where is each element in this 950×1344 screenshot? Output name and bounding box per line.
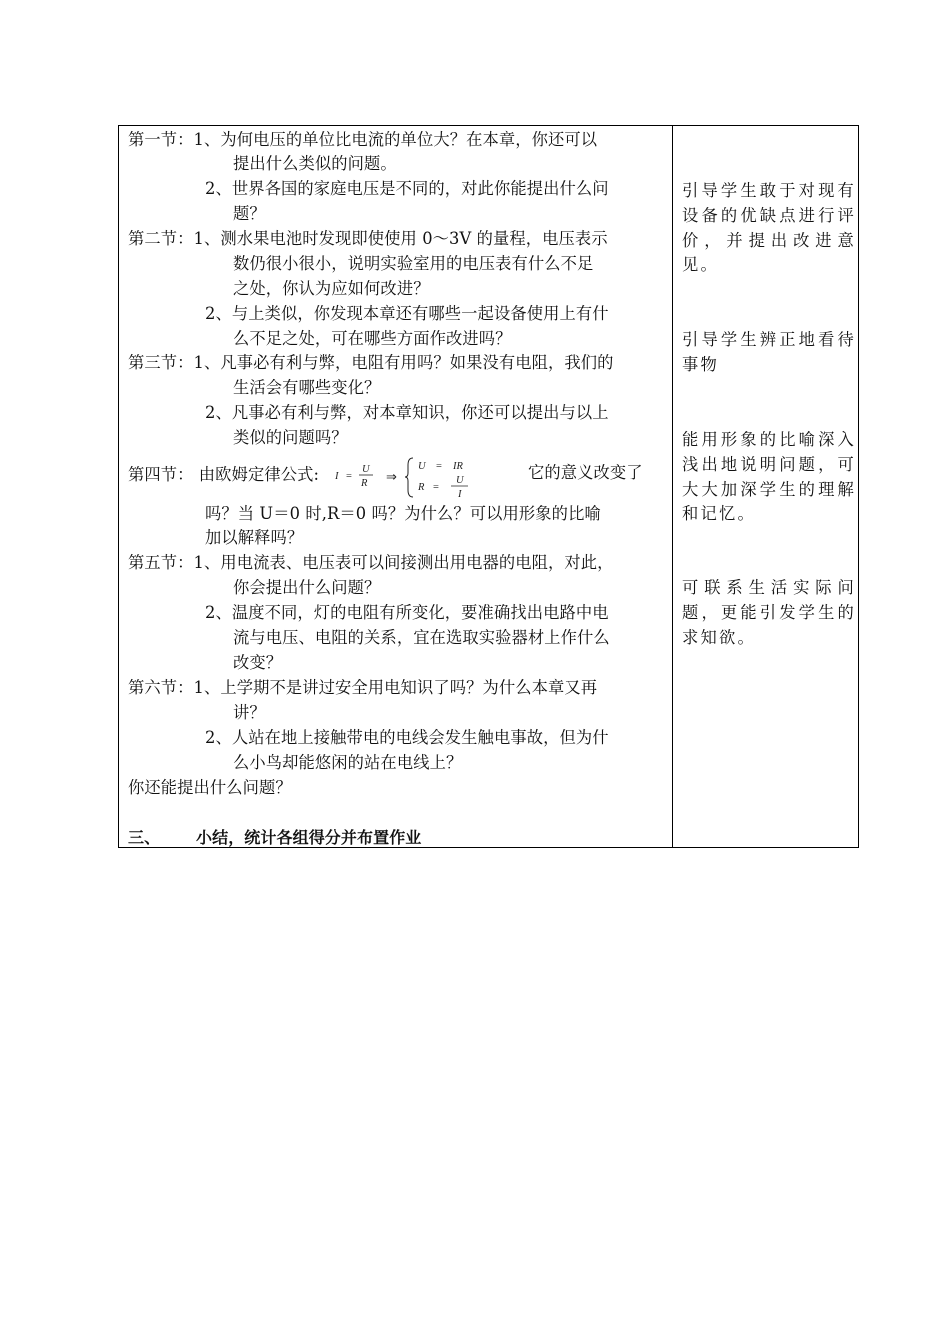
formula-resistance-symbol: R xyxy=(418,482,425,493)
formula-current-symbol: I xyxy=(335,471,339,482)
section2-question2-line2: 么不足之处，可在哪些方面作改进吗？ xyxy=(233,329,512,348)
formula-voltage-numerator: U xyxy=(362,464,370,475)
section5-question2-line2: 流与电压、电阻的关系，宜在选取实验器材上作什么 xyxy=(233,628,610,647)
formula-ir-product: IR xyxy=(453,461,463,472)
formula-brace xyxy=(405,458,413,497)
closing-question: 你还能提出什么问题？ xyxy=(128,778,292,797)
section4-line3: 加以解释吗？ xyxy=(205,528,304,547)
section1-question2-line1: 2、世界各国的家庭电压是不同的，对此你能提出什么问 xyxy=(205,179,609,198)
section2-question2-line1: 2、与上类似，你发现本章还有哪些一起设备使用上有什 xyxy=(205,304,609,323)
section3-question2-line2: 类似的问题吗？ xyxy=(233,428,348,447)
formula-implies-arrow: ⇒ xyxy=(386,469,397,484)
section6-question1-line1: 第六节：1、上学期不是讲过安全用电知识了吗？为什么本章又再 xyxy=(128,678,598,697)
section1-question1-line1: 第一节：1、为何电压的单位比电流的单位大？在本章，你还可以 xyxy=(128,130,598,149)
note-dialectical-view: 引导学生辨正地看待事物 xyxy=(682,330,856,374)
section3-question1-line2: 生活会有哪些变化？ xyxy=(233,378,381,397)
section3-question2-line1: 2、凡事必有利与弊，对本章知识，你还可以提出与以上 xyxy=(205,403,609,422)
summary-text: 小结，统计各组得分并布置作业 xyxy=(196,828,422,847)
notes-column xyxy=(673,126,860,847)
formula-voltage-symbol: U xyxy=(418,461,426,472)
section6-question2-line1: 2、人站在地上接触带电的电线会发生触电事故，但为什 xyxy=(205,728,609,747)
section1-question2-line2: 题？ xyxy=(233,204,266,223)
questions-column xyxy=(119,126,672,847)
section3-question1-line1: 第三节：1、凡事必有利与弊，电阻有用吗？如果没有电阻，我们的 xyxy=(128,353,614,372)
summary-number: 三、 xyxy=(128,828,161,847)
section1-question1-line2: 提出什么类似的问题。 xyxy=(233,154,397,173)
formula-equals-2: = xyxy=(436,461,442,472)
section5-question1-line1: 第五节：1、用电流表、电压表可以间接测出用电器的电阻，对此， xyxy=(128,553,614,572)
note-evaluate-equipment: 引导学生敢于对现有设备的优缺点进行评价，并提出改进意见。 xyxy=(682,181,856,275)
ohms-law-formula xyxy=(333,455,515,499)
section6-question1-line2: 讲？ xyxy=(233,703,266,722)
formula-equals-1: = xyxy=(346,471,352,482)
formula-equals-3: = xyxy=(433,482,439,493)
note-real-life: 可联系生活实际问题，更能引发学生的求知欲。 xyxy=(682,578,856,647)
section4-intro: 第四节： 由欧姆定律公式: xyxy=(128,465,320,484)
section4-line2: 吗？当 U＝0 时,R＝0 吗？为什么？可以用形象的比喻 xyxy=(205,504,601,523)
section2-question1-line3: 之处，你认为应如何改进？ xyxy=(233,279,430,298)
section4-intro-suffix: 它的意义改变了 xyxy=(528,463,643,482)
lesson-table xyxy=(118,125,859,848)
section5-question1-line2: 你会提出什么问题？ xyxy=(233,578,381,597)
ohms-law-formula-graphic xyxy=(333,455,515,499)
formula-voltage-numerator-2: U xyxy=(456,475,464,486)
note-metaphor: 能用形象的比喻深入浅出地说明问题，可大大加深学生的理解和记忆。 xyxy=(682,430,856,524)
section2-question1-line1: 第二节：1、测水果电池时发现即使使用 0～3V 的量程，电压表示 xyxy=(128,229,608,248)
section2-question1-line2: 数仍很小很小，说明实验室用的电压表有什么不足 xyxy=(233,254,594,273)
section5-question2-line1: 2、温度不同，灯的电阻有所变化，要准确找出电路中电 xyxy=(205,603,609,622)
formula-current-denominator: I xyxy=(458,489,462,500)
formula-resistance-denominator: R xyxy=(361,478,368,489)
section5-question2-line3: 改变？ xyxy=(233,653,283,672)
section6-question2-line2: 么小鸟却能悠闲的站在电线上？ xyxy=(233,753,463,772)
